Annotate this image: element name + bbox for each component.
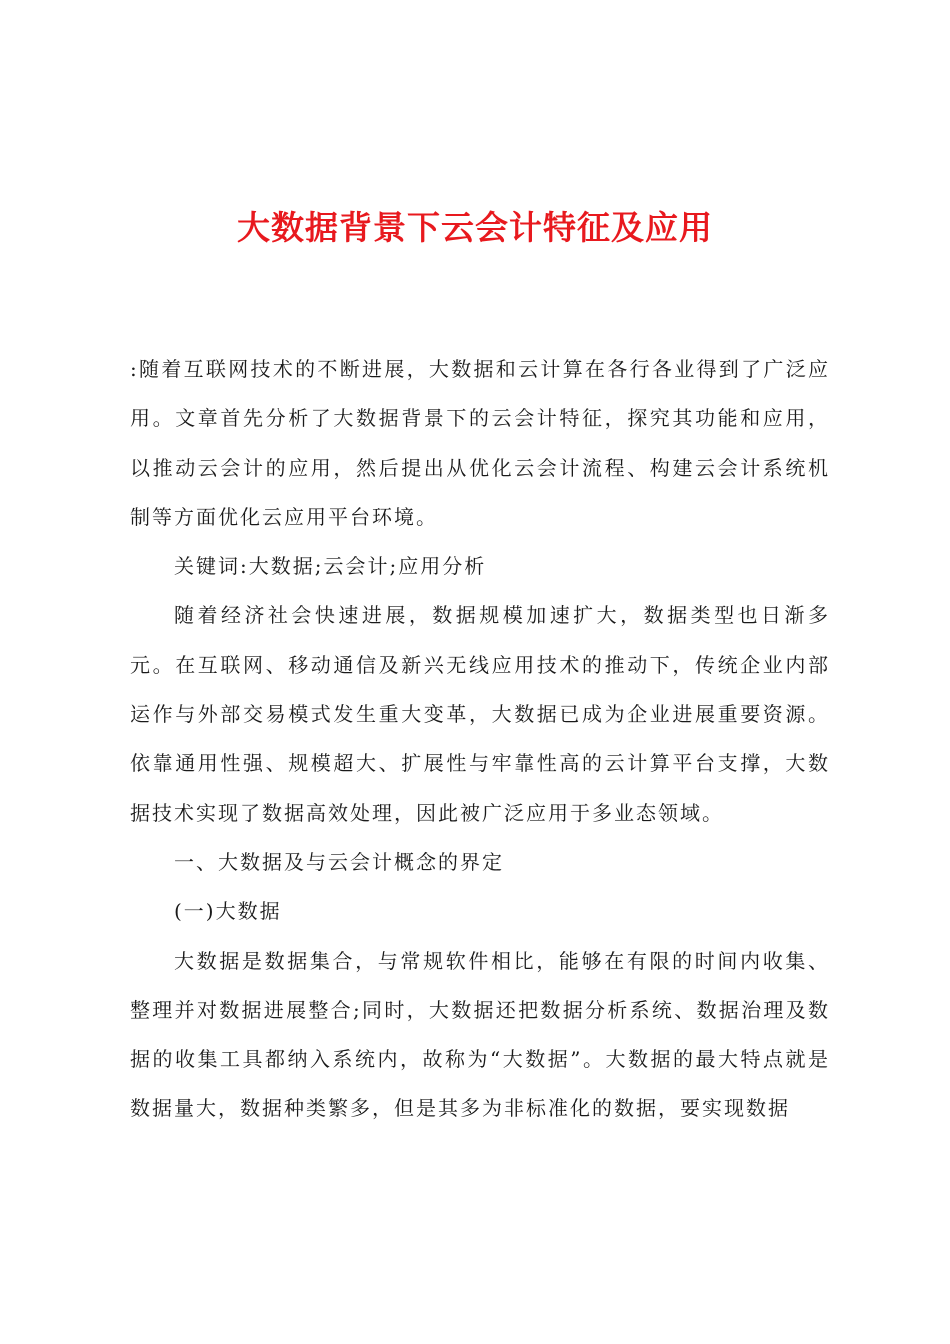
bigdata-paragraph: 大数据是数据集合，与常规软件相比，能够在有限的时间内收集、整理并对数据进展整合;同时，大数据还把数据分析系统、数据治理及数据的收集工具都纳入系统内，故称为“大数据”。大数据的最大特点就是数据量大，数据种类繁多，但是其多为非标准化的数据，要实现数据 xyxy=(130,948,830,1121)
abstract-paragraph: :随着互联网技术的不断进展，大数据和云计算在各行各业得到了广泛应用。文章首先分析了大数据背景下的云会计特征，探究其功能和应用，以推动云会计的应用，然后提出从优化云会计流程、构建云会计系统机制等方面优化云应用平台环境。 xyxy=(130,357,830,529)
document-body xyxy=(130,345,830,1134)
keywords-line: 关键词:大数据;云会计;应用分析 xyxy=(174,554,487,579)
intro-paragraph: 随着经济社会快速进展，数据规模加速扩大，数据类型也日渐多元。在互联网、移动通信及新兴无线应用技术的推动下，传统企业内部运作与外部交易模式发生重大变革，大数据已成为企业进展重要资源。依靠通用性强、规模超大、扩展性与牢靠性高的云计算平台支撑，大数据技术实现了数据高效处理，因此被广泛应用于多业态领域。 xyxy=(130,603,830,825)
section-heading: 一、大数据及与云会计概念的界定 xyxy=(174,849,504,874)
document-title: 大数据背景下云会计特征及应用 xyxy=(237,208,713,247)
subsection-heading: (一)大数据 xyxy=(174,899,282,924)
